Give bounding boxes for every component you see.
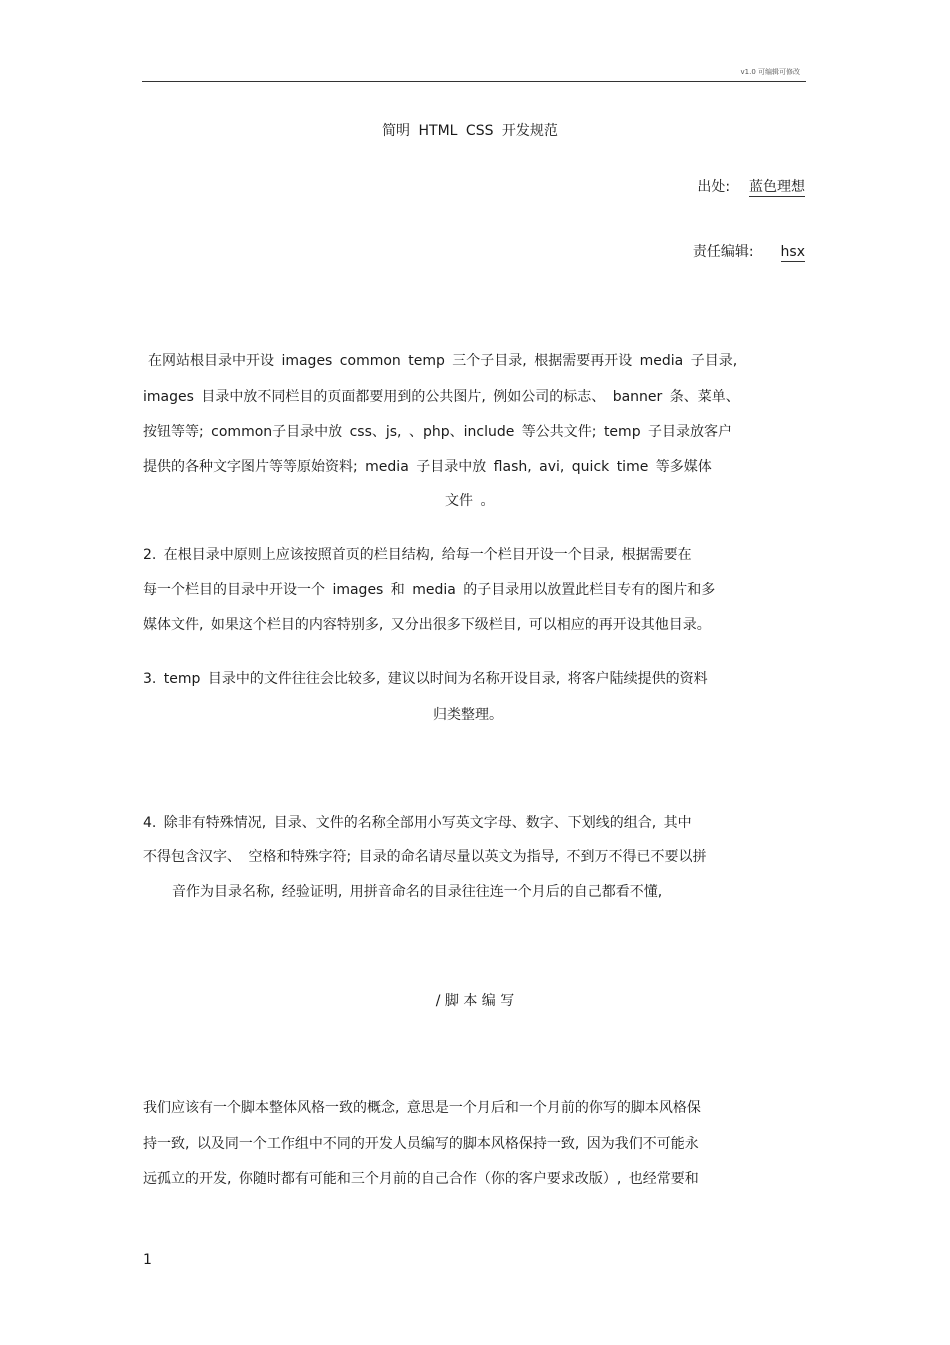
item4-line: 不得包含汉字、 空格和特殊字符; 目录的命名请尽量以英文为指导, 不到万不得已不要以拼 bbox=[143, 849, 707, 865]
para5-line: 我们应该有一个脚本整体风格一致的概念, 意思是一个月后和一个月前的你写的脚本风格保 bbox=[143, 1100, 701, 1116]
para1-line: 按钮等等; common子目录中放 css、js, 、php、include 等公共文件; temp 子目录放客户 bbox=[143, 424, 733, 440]
item4-line: 音作为目录名称, 经验证明, 用拼音命名的目录往往连一个月后的自己都看不懂, bbox=[172, 884, 663, 900]
header-version-note: v1.0 可编辑可修改 bbox=[740, 68, 800, 76]
para1-line: images 目录中放不同栏目的页面都要用到的公共图片, 例如公司的标志、 banner 条、菜单、 bbox=[143, 389, 740, 405]
editor-label: 责任编辑: bbox=[692, 244, 754, 260]
para1-line: 在网站根目录中开设 images common temp 三个子目录, 根据需要再开设 media 子目录, bbox=[148, 353, 738, 369]
para1-line: 文件 。 bbox=[445, 493, 495, 509]
item2-line: 每一个栏目的目录中开设一个 images 和 media 的子目录用以放置此栏目专有的图片和多 bbox=[143, 582, 716, 598]
item3-line: 归类整理。 bbox=[433, 707, 503, 723]
header-rule bbox=[142, 81, 806, 82]
para5-line: 远孤立的开发, 你随时都有可能和三个月前的自己合作（你的客户要求改版）, 也经常要和 bbox=[143, 1171, 699, 1187]
item2-line: 媒体文件, 如果这个栏目的内容特别多, 又分出很多下级栏目, 可以相应的再开设其他目录。 bbox=[143, 617, 711, 633]
document-title: 简明 HTML CSS 开发规范 bbox=[382, 123, 558, 139]
item3-line: 3. temp 目录中的文件往往会比较多, 建议以时间为名称开设目录, 将客户陆续提供的资料 bbox=[143, 671, 708, 687]
item2-line: 2. 在根目录中原则上应该按照首页的栏目结构, 给每一个栏目开设一个目录, 根据需要在 bbox=[143, 547, 692, 563]
item4-line: 4. 除非有特殊情况, 目录、文件的名称全部用小写英文字母、数字、下划线的组合, 其中 bbox=[143, 815, 692, 831]
para5-line: 持一致, 以及同一个工作组中不同的开发人员编写的脚本风格保持一致, 因为我们不可能永 bbox=[143, 1136, 699, 1152]
section-heading: / 脚 本 编 写 bbox=[435, 993, 515, 1009]
source-label: 出处: bbox=[697, 179, 731, 195]
editor-value: hsx bbox=[780, 244, 805, 260]
editor-line bbox=[693, 241, 805, 261]
source-line bbox=[697, 176, 805, 196]
para1-line: 提供的各种文字图片等等原始资料; media 子目录中放 flash, avi, quick time 等多媒体 bbox=[143, 459, 712, 475]
source-value: 蓝色理想 bbox=[749, 179, 805, 195]
page-number: 1 bbox=[143, 1252, 152, 1268]
